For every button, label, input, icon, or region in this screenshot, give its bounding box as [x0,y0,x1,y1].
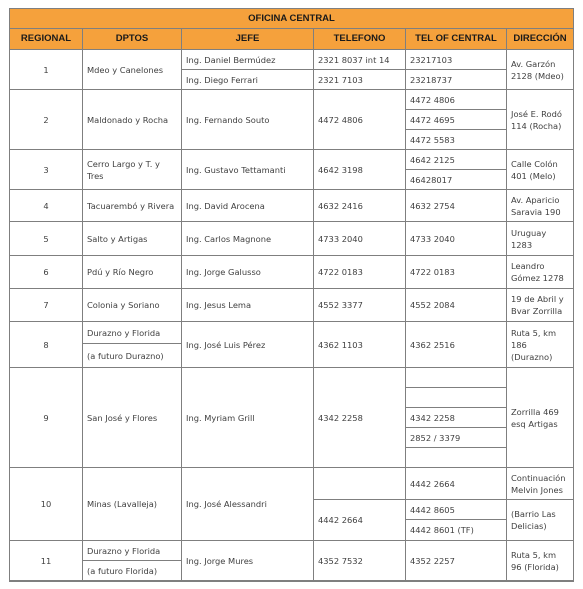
direccion-cell: Ruta 5, km 186 (Durazno) [507,322,574,368]
regional-number: 10 [9,468,83,541]
jefe-cell: Ing. Jorge Galusso [182,256,314,289]
tel-central-cell: 4352 2257 [406,541,507,581]
tel-central-cell: 4733 2040 [406,222,507,256]
regional-number: 4 [9,190,83,222]
direccion-cell: Calle Colón 401 (Melo) [507,150,574,190]
tel-central-cell [406,448,507,468]
tel-central-cell: 23218737 [406,70,507,90]
direccion-cell: Leandro Gómez 1278 [507,256,574,289]
jefe-cell: Ing. Diego Ferrari [182,70,314,90]
dptos-cell: Pdú y Río Negro [83,256,182,289]
table-title: OFICINA CENTRAL [9,8,574,29]
column-header: TELEFONO [314,29,406,50]
dptos-cell: Colonia y Soriano [83,289,182,322]
dptos-cell: Durazno y Florida [83,541,182,561]
tel-central-cell: 4552 2084 [406,289,507,322]
dptos-cell: Tacuarembó y Rivera [83,190,182,222]
telefono-cell: 4632 2416 [314,190,406,222]
telefono-cell: 4442 2664 [314,500,406,541]
regional-number: 7 [9,289,83,322]
telefono-cell: 4552 3377 [314,289,406,322]
regional-number: 3 [9,150,83,190]
direccion-cell: Continuación Melvin Jones [507,468,574,500]
tel-central-cell: 4342 2258 [406,408,507,428]
column-header: DPTOS [83,29,182,50]
jefe-cell: Ing. Fernando Souto [182,90,314,150]
tel-central-cell: 4442 2664 [406,468,507,500]
tel-central-cell: 4362 2516 [406,322,507,368]
column-header: REGIONAL [9,29,83,50]
tel-central-cell: 4472 5583 [406,130,507,150]
direccion-cell: Ruta 5, km 96 (Florida) [507,541,574,581]
regional-number: 1 [9,50,83,90]
regional-number: 9 [9,368,83,468]
tel-central-cell: 2852 / 3379 [406,428,507,448]
jefe-cell: Ing. Myriam Grill [182,368,314,468]
dptos-cell: (a futuro Florida) [83,561,182,581]
telefono-cell [314,468,406,500]
regional-number: 8 [9,322,83,368]
jefe-cell: Ing. Gustavo Tettamanti [182,150,314,190]
tel-central-cell [406,388,507,408]
direccion-cell: 19 de Abril y Bvar Zorrilla [507,289,574,322]
telefono-cell: 2321 7103 [314,70,406,90]
direccion-cell: José E. Rodó 114 (Rocha) [507,90,574,150]
direccion-cell: Uruguay 1283 [507,222,574,256]
dptos-cell: Cerro Largo y T. y Tres [83,150,182,190]
tel-central-cell: 4642 2125 [406,150,507,170]
tel-central-cell: 4722 0183 [406,256,507,289]
tel-central-cell: 4632 2754 [406,190,507,222]
jefe-cell: Ing. Jorge Mures [182,541,314,581]
jefe-cell: Ing. Carlos Magnone [182,222,314,256]
regional-number: 6 [9,256,83,289]
tel-central-cell: 4442 8601 (TF) [406,520,507,541]
tel-central-cell: 4472 4806 [406,90,507,110]
jefe-cell: Ing. David Arocena [182,190,314,222]
telefono-cell: 4733 2040 [314,222,406,256]
dptos-cell: Minas (Lavalleja) [83,468,182,541]
regional-number: 11 [9,541,83,581]
telefono-cell: 4362 1103 [314,322,406,368]
column-header: JEFE [182,29,314,50]
telefono-cell: 4722 0183 [314,256,406,289]
direccion-cell: Zorrilla 469 esq Artigas [507,368,574,468]
direccion-cell: Av. Aparicio Saravia 190 [507,190,574,222]
tel-central-cell: 23217103 [406,50,507,70]
dptos-cell: Maldonado y Rocha [83,90,182,150]
jefe-cell: Ing. José Alessandri [182,468,314,541]
column-header: DIRECCIÓN [507,29,574,50]
direccion-cell: (Barrio Las Delicias) [507,500,574,541]
telefono-cell: 2321 8037 int 14 [314,50,406,70]
dptos-cell: Salto y Artigas [83,222,182,256]
direccion-cell: Av. Garzón 2128 (Mdeo) [507,50,574,90]
dptos-cell: Durazno y Florida [83,322,182,344]
telefono-cell: 4642 3198 [314,150,406,190]
column-header: TEL OF CENTRAL [406,29,507,50]
regional-number: 2 [9,90,83,150]
jefe-cell: Ing. Daniel Bermúdez [182,50,314,70]
tel-central-cell: 4472 4695 [406,110,507,130]
tel-central-cell [406,368,507,388]
tel-central-cell: 4442 8605 [406,500,507,520]
dptos-cell: (a futuro Durazno) [83,344,182,368]
jefe-cell: Ing. Jesus Lema [182,289,314,322]
telefono-cell: 4352 7532 [314,541,406,581]
dptos-cell: San José y Flores [83,368,182,468]
telefono-cell: 4342 2258 [314,368,406,468]
telefono-cell: 4472 4806 [314,90,406,150]
jefe-cell: Ing. José Luis Pérez [182,322,314,368]
tel-central-cell: 46428017 [406,170,507,190]
regional-number: 5 [9,222,83,256]
dptos-cell: Mdeo y Canelones [83,50,182,90]
